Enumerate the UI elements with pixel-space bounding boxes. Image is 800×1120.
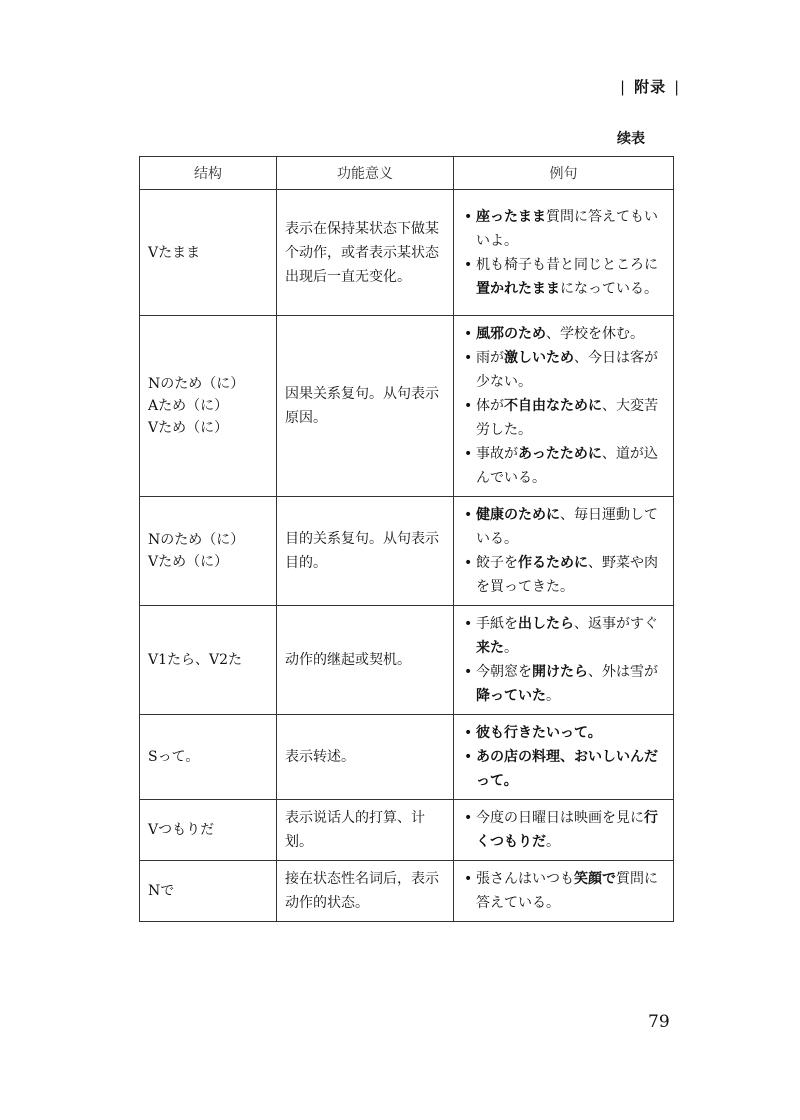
example-text: 、返事がすぐ <box>574 616 658 632</box>
examples-cell <box>454 715 674 800</box>
examples-cell <box>454 800 674 861</box>
example-text: 餃子を <box>476 555 518 571</box>
example-text: 張さんはいつも <box>476 871 574 887</box>
highlighted-grammar: 出したら <box>518 616 574 632</box>
highlighted-grammar: 置かれたまま <box>476 280 560 297</box>
example-text: 。 <box>504 640 518 656</box>
structure-pattern: Vたまま <box>148 244 201 261</box>
example-text: 。 <box>546 834 560 850</box>
function-cell: 表示在保持某状态下做某个动作，或者表示某状态出现后一直无变化。 <box>277 190 454 316</box>
example-sentence <box>462 745 667 793</box>
structure-cell <box>140 800 277 861</box>
examples-cell <box>454 190 674 316</box>
structure-pattern: Nのため（に） <box>148 532 245 548</box>
function-cell: 接在状态性名词后，表示动作的状态。 <box>277 861 454 922</box>
example-sentence <box>462 660 667 708</box>
example-sentence <box>462 867 667 915</box>
structure-pattern: Vつもりだ <box>148 822 215 838</box>
examples-cell <box>454 497 674 606</box>
examples-cell <box>454 861 674 922</box>
example-text: 、毎日運動している。 <box>476 507 658 547</box>
table-row <box>140 606 674 715</box>
continued-label: 续表 <box>617 131 645 147</box>
examples-cell <box>454 606 674 715</box>
example-sentence <box>462 322 667 346</box>
example-list <box>462 205 667 301</box>
header-structure: 结构 <box>140 157 277 190</box>
example-sentence <box>462 806 667 854</box>
example-sentence <box>462 346 667 394</box>
example-list <box>462 612 667 708</box>
examples-cell <box>454 316 674 497</box>
highlighted-grammar: 行くつもりだ <box>476 810 658 850</box>
table-row <box>140 190 674 316</box>
function-cell: 表示说话人的打算、计划。 <box>277 800 454 861</box>
function-cell: 表示转述。 <box>277 715 454 800</box>
example-text: 、野菜や肉を買ってきた。 <box>476 555 658 595</box>
example-text: 机も椅子も昔と同じところに <box>476 256 658 273</box>
highlighted-grammar: 不自由なために <box>504 398 602 414</box>
highlighted-grammar: 来た <box>476 640 504 656</box>
example-text: 今度の日曜日は映画を見に <box>476 810 644 826</box>
header-function: 功能意义 <box>277 157 454 190</box>
example-text: 体が <box>476 398 504 414</box>
structure-cell <box>140 861 277 922</box>
example-sentence <box>462 394 667 442</box>
function-cell: 动作的继起或契机。 <box>277 606 454 715</box>
page-number: 79 <box>648 1012 670 1032</box>
example-sentence <box>462 721 667 745</box>
table-body <box>140 190 674 922</box>
structure-pattern: Vため（に） <box>148 420 229 436</box>
highlighted-grammar: 降っていた <box>476 688 546 704</box>
highlighted-grammar: 彼も行きたいって。 <box>476 725 602 741</box>
example-text: 雨が <box>476 350 504 366</box>
structure-cell <box>140 497 277 606</box>
example-list <box>462 322 667 490</box>
example-text: 。 <box>546 688 560 704</box>
example-text: 質問に答えている。 <box>476 871 658 911</box>
structure-cell <box>140 606 277 715</box>
table-header-row <box>140 157 674 190</box>
example-sentence <box>462 442 667 490</box>
highlighted-grammar: 開けたら <box>532 664 588 680</box>
highlighted-grammar: あの店の料理、おいしいんだって。 <box>476 749 658 789</box>
example-sentence <box>462 503 667 551</box>
example-list <box>462 503 667 599</box>
example-list <box>462 867 667 915</box>
highlighted-grammar: あったために <box>518 446 602 462</box>
structure-pattern: Sって。 <box>148 749 200 765</box>
example-text: 、外は雪が <box>588 664 658 680</box>
table-row <box>140 497 674 606</box>
running-head-text: 附录 <box>634 78 667 96</box>
example-text: 、道が込んでいる。 <box>476 446 658 486</box>
function-cell: 目的关系复句。从句表示目的。 <box>277 497 454 606</box>
example-text: 事故が <box>476 446 518 462</box>
example-text: 質問に答えてもいいよ。 <box>476 208 658 249</box>
function-cell: 因果关系复句。从句表示原因。 <box>277 316 454 497</box>
example-sentence <box>462 551 667 599</box>
highlighted-grammar: 笑顔で <box>574 871 616 887</box>
highlighted-grammar: 風邪のため <box>476 326 546 342</box>
example-sentence <box>462 205 667 253</box>
example-text: 、今日は客が少ない。 <box>476 350 658 390</box>
structure-cell <box>140 715 277 800</box>
table-row <box>140 861 674 922</box>
example-list <box>462 806 667 854</box>
structure-pattern: Nで <box>148 883 175 899</box>
highlighted-grammar: 座ったまま <box>476 208 546 225</box>
example-text: 、大変苦労した。 <box>476 398 658 438</box>
structure-cell <box>140 316 277 497</box>
table-row <box>140 800 674 861</box>
example-text: になっている。 <box>560 280 658 297</box>
structure-pattern: Nのため（に） <box>148 376 245 392</box>
running-head: | 附录 | <box>620 78 681 96</box>
example-list <box>462 721 667 793</box>
structure-cell <box>140 190 277 316</box>
structure-pattern: V1たら、V2た <box>148 652 243 668</box>
table-row <box>140 316 674 497</box>
example-sentence <box>462 253 667 301</box>
example-sentence <box>462 612 667 660</box>
structure-pattern: Vため（に） <box>148 554 229 570</box>
grammar-table <box>139 156 674 922</box>
structure-pattern: Aため（に） <box>148 398 229 414</box>
highlighted-grammar: 健康のために <box>476 507 560 523</box>
example-text: 今朝窓を <box>476 664 532 680</box>
example-text: 、学校を休む。 <box>546 326 644 342</box>
table-row <box>140 715 674 800</box>
header-examples: 例句 <box>454 157 674 190</box>
example-text: 手紙を <box>476 616 518 632</box>
highlighted-grammar: 激しいため <box>504 350 574 366</box>
highlighted-grammar: 作るために <box>518 555 588 571</box>
